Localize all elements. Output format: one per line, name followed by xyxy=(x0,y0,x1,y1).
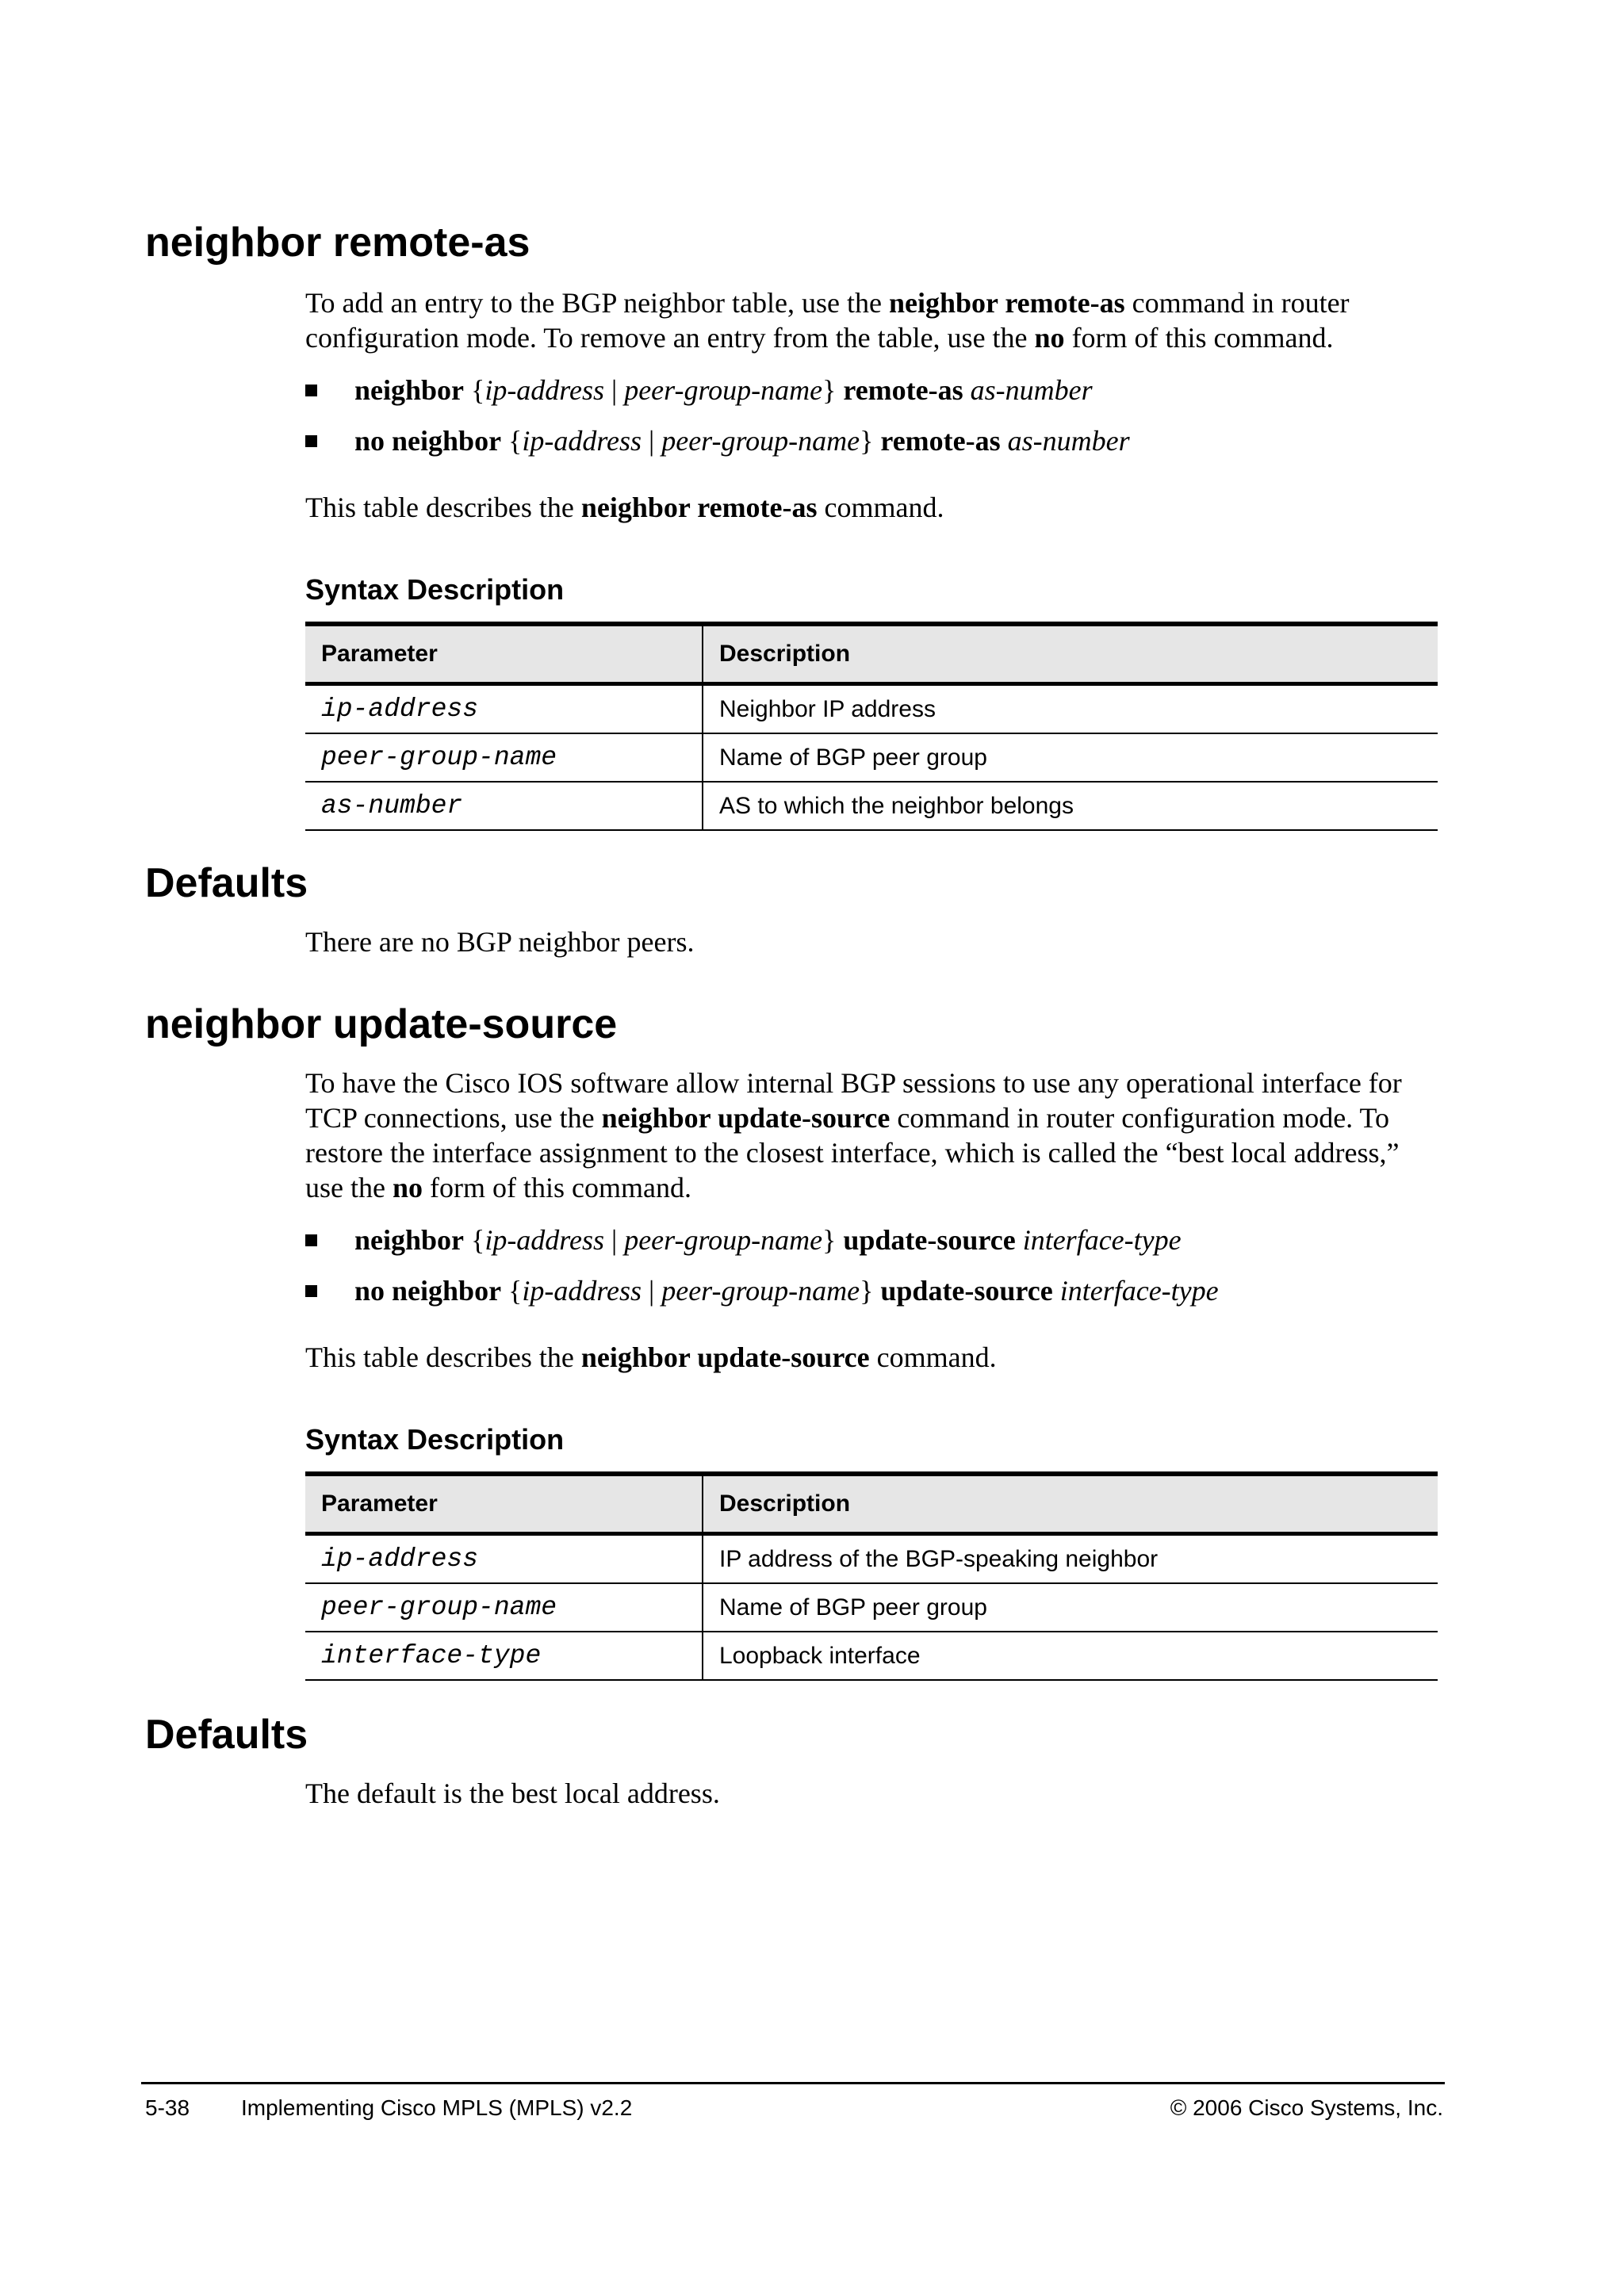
parameter-cell: as-number xyxy=(305,782,703,830)
column-header-parameter: Parameter xyxy=(305,624,703,684)
table-row xyxy=(305,782,1438,830)
defaults-heading: Defaults xyxy=(145,1712,308,1758)
table-row xyxy=(305,1632,1438,1680)
column-header-description: Description xyxy=(703,624,1438,684)
table-row xyxy=(305,684,1438,734)
parameter-cell: peer-group-name xyxy=(305,733,703,782)
no-keyword: no xyxy=(1034,322,1065,354)
table-header-row xyxy=(305,624,1438,684)
syntax-table-update-source xyxy=(305,1471,1438,1681)
intro-paragraph-remote-as: To add an entry to the BGP neighbor table, use the neighbor remote-as command in router configuration mode. To remove an entry from the table, use the no form of this command. xyxy=(305,287,1350,354)
defaults-text: There are no BGP neighbor peers. xyxy=(305,926,695,958)
command-name: neighbor update-source xyxy=(601,1102,891,1134)
table-row xyxy=(305,1534,1438,1584)
description-cell: AS to which the neighbor belongs xyxy=(703,782,1438,830)
description-cell: IP address of the BGP-speaking neighbor xyxy=(703,1534,1438,1584)
description-cell: Name of BGP peer group xyxy=(703,1583,1438,1632)
syntax-description-heading: Syntax Description xyxy=(305,1423,565,1456)
table-header-row xyxy=(305,1474,1438,1534)
column-header-description: Description xyxy=(703,1474,1438,1534)
description-cell: Neighbor IP address xyxy=(703,684,1438,734)
parameter-cell: peer-group-name xyxy=(305,1583,703,1632)
course-title: Implementing Cisco MPLS (MPLS) v2.2 xyxy=(241,2095,633,2120)
table-row xyxy=(305,733,1438,782)
square-bullet-icon xyxy=(305,385,317,396)
square-bullet-icon xyxy=(305,1285,317,1297)
page-number: 5-38 xyxy=(145,2095,190,2120)
copyright-notice: © 2006 Cisco Systems, Inc. xyxy=(1170,2095,1443,2120)
command-name: neighbor remote-as xyxy=(888,287,1125,319)
section-title-update-source: neighbor update-source xyxy=(145,1001,618,1047)
description-cell: Name of BGP peer group xyxy=(703,733,1438,782)
syntax-table-remote-as xyxy=(305,622,1438,831)
document-page: neighbor remote-as To add an entry to the BGP neighbor table, use the neighbor remote-as command in router configuration mode. To remove an entry from the table, use the no form of this command. neighbor {ip-address | peer-group-name} remote-as as-number no neighbor {ip-address | peer-group-name} remote-as as-number This table describes the neighbor remote-as command. Syntax Description Parameter Description ip-address Neighbor IP address peer-group-name Name of BGP peer group as-number AS to which the neighbor belongs Defaults There are no BGP neighbor peers. neighbor update-source To have the Cisco IOS software allow internal BGP sessions to use any operational interface for TCP connections, use the neighbor update-source command in router configuration mode. To restore the interface assignment to the closest interface, which is called the “best local address,” use the no form of this command. neighbor {ip-address | peer-group-name} update-source interface-type no neighbor {ip-address | peer-group-name} update-source interface-type This table describes the neighbor update-source command. Syntax Description Parameter Description ip-address IP address of the BGP-speaking neighbor peer-group-name Name of BGP peer group interface-type Loopback interface Defaults The default is the best local address. 5-38 Implementing Cisco MPLS (MPLS) v2.2 © 2006 Cisco Systems, Inc. xyxy=(0,0,1624,2296)
section-title-remote-as: neighbor remote-as xyxy=(145,220,530,266)
parameter-cell: ip-address xyxy=(305,684,703,734)
syntax-description-heading: Syntax Description xyxy=(305,573,565,606)
description-cell: Loopback interface xyxy=(703,1632,1438,1680)
footer-divider xyxy=(141,2082,1445,2084)
table-description-text: This table describes the neighbor update-source command. xyxy=(305,1341,997,1373)
intro-paragraph-update-source: To have the Cisco IOS software allow internal BGP sessions to use any operational interface for TCP connections, use the neighbor update-source command in router configuration mode. To restore the interface assignment to the closest interface, which is called the “best local address,” use the no form of this command. xyxy=(305,1067,1402,1203)
square-bullet-icon xyxy=(305,1234,317,1246)
defaults-heading: Defaults xyxy=(145,860,308,906)
square-bullet-icon xyxy=(305,435,317,447)
no-keyword: no xyxy=(392,1172,423,1203)
column-header-parameter: Parameter xyxy=(305,1474,703,1534)
table-row xyxy=(305,1583,1438,1632)
table-description-text: This table describes the neighbor remote-as command. xyxy=(305,492,944,523)
parameter-cell: ip-address xyxy=(305,1534,703,1584)
parameter-cell: interface-type xyxy=(305,1632,703,1680)
defaults-text: The default is the best local address. xyxy=(305,1777,720,1809)
